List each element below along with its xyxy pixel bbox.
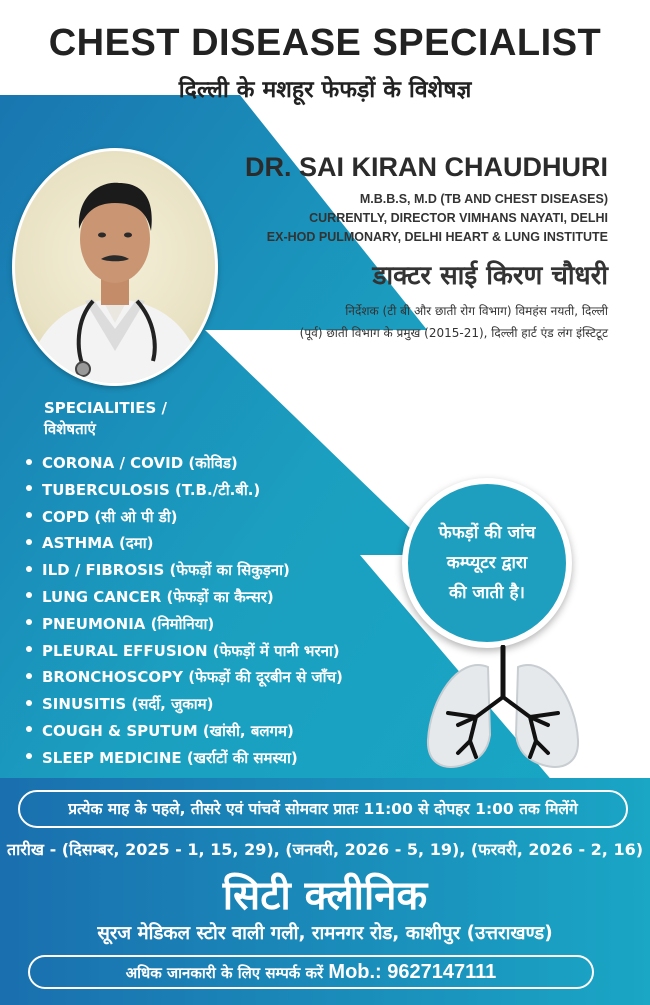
bullet-icon: [26, 512, 32, 518]
bullet-icon: [26, 700, 32, 706]
specialities-heading-en: SPECIALITIES /: [44, 399, 167, 417]
badge-line: कम्प्यूटर द्वारा: [446, 553, 528, 573]
specialities-heading: [44, 398, 167, 440]
speciality-item: BRONCHOSCOPY (फेफड़ों की दूरबीन से जाँच): [26, 664, 343, 691]
speciality-item: LUNG CANCER (फेफड़ों का कैन्सर): [26, 584, 343, 611]
specialities-heading-hi: विशेषताएं: [44, 420, 96, 438]
speciality-item: TUBERCULOSIS (T.B./टी.बी.): [26, 477, 343, 504]
bullet-icon: [26, 459, 32, 465]
poster-subtitle: दिल्ली के मशहूर फेफड़ों के विशेषज्ञ: [178, 77, 472, 103]
speciality-item: SINUSITIS (सर्दी, जुकाम): [26, 691, 343, 718]
bullet-icon: [26, 566, 32, 572]
speciality-item: COUGH & SPUTUM (खांसी, बलगम): [26, 718, 343, 745]
doctor-name-en: DR. SAI KIRAN CHAUDHURI: [245, 152, 608, 182]
speciality-item: PNEUMONIA (निमोनिया): [26, 611, 343, 638]
speciality-item: CORONA / COVID (कोविड): [26, 450, 343, 477]
speciality-item: SLEEP MEDICINE (खर्राटों की समस्या): [26, 745, 343, 772]
bullet-icon: [26, 592, 32, 598]
specialities-list: [26, 450, 343, 772]
badge-line: की जाती है।: [449, 583, 525, 603]
bullet-icon: [26, 619, 32, 625]
doctor-credential-hi: (पूर्व) छाती विभाग के प्रमुख (2015-21), दिल्ली हार्ट एंड लंग इंस्टिटूट: [299, 326, 608, 340]
bullet-icon: [26, 753, 32, 759]
doctor-credential: CURRENTLY, DIRECTOR VIMHANS NAYATI, DELHI: [309, 211, 608, 225]
visit-schedule-bar: प्रत्येक माह के पहले, तीसरे एवं पांचवें सोमवार प्रातः 11:00 से दोपहर 1:00 तक मिलेंगे: [18, 790, 628, 828]
poster-title: CHEST DISEASE SPECIALIST: [48, 22, 602, 64]
badge-line: फेफड़ों की जांच: [438, 523, 536, 543]
computer-test-badge: [402, 478, 572, 648]
bullet-icon: [26, 485, 32, 491]
speciality-item: PLEURAL EFFUSION (फेफड़ों में पानी भरना): [26, 638, 343, 665]
speciality-item: COPD (सी ओ पी डी): [26, 504, 343, 531]
speciality-item: ASTHMA (दमा): [26, 530, 343, 557]
doctor-photo: [12, 148, 218, 386]
bullet-icon: [26, 646, 32, 652]
bullet-icon: [26, 539, 32, 545]
contact-mobile: Mob.: 9627147111: [328, 961, 497, 983]
speciality-item: ILD / FIBROSIS (फेफड़ों का सिकुड़ना): [26, 557, 343, 584]
doctor-credential-hi: निर्देशक (टी बी और छाती रोग विभाग) विमहंस नयती, दिल्ली: [345, 304, 608, 318]
visit-dates: तारीख - (दिसम्बर, 2025 - 1, 15, 29), (जनवरी, 2026 - 5, 19), (फरवरी, 2026 - 2, 16): [6, 840, 644, 859]
doctor-credential: M.B.B.S, M.D (TB AND CHEST DISEASES): [359, 192, 608, 206]
doctor-name-hi: डाक्टर साई किरण चौधरी: [372, 261, 608, 291]
doctor-credential: EX-HOD PULMONARY, DELHI HEART & LUNG INSTITUTE: [266, 230, 608, 244]
lungs-icon: [418, 645, 588, 775]
bullet-icon: [26, 673, 32, 679]
contact-label: अधिक जानकारी के लिए सम्पर्क करें: [125, 964, 324, 982]
contact-bar: [28, 955, 594, 989]
clinic-address: सूरज मेडिकल स्टोर वाली गली, रामनगर रोड, काशीपुर (उत्तराखण्ड): [97, 923, 553, 944]
clinic-name: सिटी क्लीनिक: [222, 873, 428, 919]
bullet-icon: [26, 726, 32, 732]
